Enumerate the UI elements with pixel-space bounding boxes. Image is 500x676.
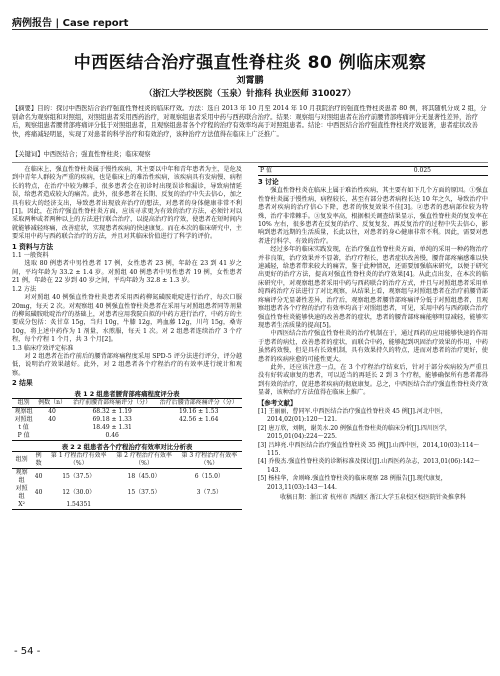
table-row bbox=[12, 416, 242, 424]
paragraph: 强直性脊柱炎在临床上属于难治性疾病，其主要有如下几个方面的原因。①强直性脊柱炎属于慢性病，病程较长，甚至有部分患者病程长达 10 年之久，导致治疗中患者对疾病的治疗信心下降，患者的恢复效果不佳[3]。②患者的患病部位较为特殊，治疗非常棘手。③复发率高，根据相关调查结果显示，强直性脊柱炎的复发率在 10% 左右，很多患者在反复的治疗、反复复发、再反复治疗的过程中失去信心，影响到患者远期的生活质量，长此以往，对患者的身心健康非常不利。因此，需要对患者进行科学、有效的治疗。 bbox=[258, 187, 488, 245]
keywords: 【关键词】中西医结合；强直性脊柱炎；临床观察 bbox=[12, 151, 488, 163]
paragraph: 此外，还应该注意一点，在 3 个疗程治疗结束后，针对于部分疾病较为严重且没有好转或康复的患者，可以适当的再延长 2 到 3 个疗程，能够确保所有患者都得到有效的治疗，促进患者疾病的彻底康复。总之，中西医结合治疗强直性脊柱炎疗效显著，该种治疗方法值得在临床上推广。 bbox=[258, 363, 488, 397]
table-header: 例数（n） bbox=[35, 398, 69, 407]
abstract: 【摘要】目的：探讨中西医结合治疗强直性脊柱炎的临床疗效。方法：选自 2013 年 10 月至 2014 年 10 月我院治疗的强直性脊柱炎患者 80 例，将其随机分成 2 组，分别命名为观察组和对照组，对照组患者采用西药治疗，对观察组患者采用中药与西药联合治疗。结果：观察组与对照组患者在治疗前腰背部疼痛评分无显著性差异，治疗后，观察组患者腰背部疼痛评分低于对照组患者，且观察组患者各个疗程的治疗有效率均高于对照组患者。结论：中西医结合治疗强直性脊柱炎疗效显著，患者症状改善快，疼痛减轻明显，实现了对患者的科学治疗和有效治疗，该种治疗方法值得在临床上广泛推广。 bbox=[12, 105, 487, 138]
table-cell: 对照组 bbox=[14, 415, 33, 423]
table-row bbox=[12, 485, 242, 501]
table-cell bbox=[31, 501, 46, 510]
table-cell: 68.32 ± 1.19 bbox=[92, 407, 132, 415]
intro-paragraph: 在临床上，强直性脊柱炎属于慢性疾病，其主要以中年和青年患者为主，是危及到中青年人群较为严重的疾病，也是临床上的难治性疾病，该疾病具有发病慢、病程长的特点，在治疗中较为棘手，很多患者会在初诊时出现误诊和漏诊，导致病情延误，给患者造成较大的痛苦。此外，很多患者在长期、反复的治疗中失去信心，加之具有较大的经济支出，导致患者出现放弃治疗的想法，对患者的身体健康非常不利[1]。因此，在治疗强直性脊柱炎方面，应该寻求更为有效的治疗方法，必须针对以采取两种或者两种以上的方法进行联合治疗，以提高治疗的疗效，使患者在短时间内就能够减轻疼痛，改善症状，实现患者疾病的快速康复。而在本次的临床研究中，主要采用中药与西药联合治疗的方法，并且对其临床价值进行了科学的评价。 bbox=[12, 166, 242, 241]
table-cell: 3（7.5） bbox=[196, 489, 223, 497]
table-cell: 18（45.0） bbox=[127, 473, 161, 481]
table-cell: 42.56 ± 1.64 bbox=[179, 415, 219, 423]
table-cell: 对照组 bbox=[15, 485, 28, 501]
table-header: 第 2 疗程治疗有效率（%） bbox=[111, 452, 176, 469]
reference-item: [4] 乔俊杰.强直性脊柱炎的诊断标准及探讨[J].山西医药杂志，2013,01(06):142～143. bbox=[258, 458, 480, 474]
table-caption: 表 1 2 组患者腰背部疼痛程度评分表 bbox=[74, 389, 180, 398]
paragraph: 对对照组 40 例强直性脊柱炎患者采用西药柳氮磺胺吡啶进行治疗，每次口服 20mg，每天 2 次。对观察组 40 例强直性脊柱炎患者在采用与对照组患者同等剂量的柳氮磺胺吡啶治疗的基础上，对患者应用我院自拟的中药方进行治疗，中药方的主要成分包括：炙甘草 15g，当归 10g，牛膝 12g，鸡血藤 12g，川芎 15g，桑寄 10g，将上述中药作为 1 剂量，水煎服，每天 1 次。对 2 组患者连续治疗 3 个疗程，每个疗程 1 个月，共 3 个月[2]。 bbox=[12, 294, 242, 344]
author-address: 收稿日期：浙江省 杭州市 西湖区 浙江大学玉泉校区校医院针灸推拿科 bbox=[280, 494, 466, 502]
table-row bbox=[12, 407, 242, 416]
reference-item: [3] 吕坤亮.中西医结合治疗强直性脊柱炎 35 例[J].山西中医，2014,10(03):114～115. bbox=[258, 441, 480, 457]
table-cell: 40 bbox=[34, 489, 43, 497]
author: 刘霄鹏 bbox=[236, 76, 264, 86]
table-header: 组别 bbox=[12, 452, 31, 469]
table-cell: t 值 bbox=[18, 423, 29, 431]
table-cell bbox=[111, 501, 176, 510]
left-column bbox=[12, 166, 242, 510]
table-cell bbox=[35, 424, 69, 432]
table-cell: 40 bbox=[48, 407, 56, 415]
reference-item: [1] 王丽丽，曹同军.中西医结合治疗强直性脊柱炎 45 例[J].河北中医，2014,02(01):120～121. bbox=[258, 407, 447, 424]
affiliation: （浙江大学校医院（玉泉）针推科 执业医师 310027） bbox=[144, 89, 356, 99]
table-row bbox=[12, 469, 242, 486]
table-cell: 12（30.0） bbox=[62, 489, 96, 497]
paragraph: 中西医结合治疗强直性脊柱炎的治疗机制在于，通过西药的应用能够快速的作用于患者的病灶，改善患者的症状，而联合中药，能够起到巩固治疗效果的作用，中药虽然药效慢，但是具有长效机制，具有效果持久的特点，进而对患者的治疗更好，使患者的疾病痊愈的可能性更大。 bbox=[258, 330, 488, 363]
subsection-heading: 1.3 临床疗效评定标准 bbox=[12, 344, 74, 352]
table-cell: 0.46 bbox=[69, 432, 156, 441]
table-1 bbox=[12, 398, 242, 441]
table-caption: 表 2 2 组患者各个疗程治疗有效率对比分析表 bbox=[61, 442, 193, 451]
section-heading: 2 结果 bbox=[12, 379, 33, 388]
section-heading: 1 资料与方法 bbox=[12, 242, 54, 251]
table-cell: 观察组 bbox=[15, 469, 28, 485]
table-cell: 19.16 ± 1.53 bbox=[179, 407, 219, 415]
p-label: P 值 bbox=[258, 167, 357, 176]
p-value: 0.025 bbox=[357, 167, 488, 176]
right-column bbox=[258, 166, 488, 502]
table-cell: 40 bbox=[48, 415, 56, 423]
page-number: - 54 - bbox=[14, 646, 41, 657]
section-label: 病例报告 | Case report bbox=[12, 18, 129, 29]
table-row bbox=[12, 424, 242, 432]
table-cell: 15（37.5） bbox=[62, 473, 96, 481]
paragraph: 经过多年的临床实践发现，在治疗强直性脊柱炎方面，单纯的采用一种药物治疗并非良策，治疗效果并不显著，治疗疗程长，患者症状改善慢，腰背部疼痛感难以快速减轻，给患者带来较大的痛苦，鉴于此种情况，还需要加强临床研究，以便于研究出更好的治疗方法，提高对强直性脊柱炎的治疗效果[4]。从此点出发，在本次的临床研究中，对观察组患者采用中药与西药联合的治疗方式，并且与对照组患者采用单纯西药治疗方法进行了对比观察，从结果上看，观察组与对照组患者在治疗前腰背部疼痛评分无显著性差异，治疗后，观察组患者腰背部疼痛评分低于对照组患者，且观察组患者各个疗程的治疗有效率均高于对照组患者，可见，采用中药与西药联合治疗强直性脊柱炎能够快速的改善患者的症状，患者的腰背部疼痛能够明显减轻，能够实现患者生活质量的提高[5]。 bbox=[258, 246, 488, 329]
table-cell bbox=[155, 432, 242, 441]
references-list bbox=[258, 408, 488, 492]
table-cell: 15（37.5） bbox=[127, 489, 161, 497]
reference-item: [5] 杨桂华，舍则峰.强直性脊柱炎的临床观察 28 例报告[J].现代康复，2013,11(03):143～144. bbox=[258, 475, 447, 491]
references-heading: 【参考文献】 bbox=[258, 398, 297, 407]
table-row bbox=[12, 501, 242, 510]
subsection-heading: 1.2 方法 bbox=[12, 285, 37, 293]
paragraph: 选取 80 例患者中男性患者 17 例，女性患者 23 例，年龄在 23 到 41 岁之间，平均年龄为 33.2 ± 1.4 岁。对照组 40 例患者中男性患者 19 例，女性患者 21 例，年龄在 22 岁到 40 岁之间，平均年龄为 32.8 ± 1.3 岁。 bbox=[12, 260, 242, 285]
table-cell: P 值 bbox=[12, 432, 35, 441]
table-cell: 1.54351 bbox=[46, 501, 111, 510]
table-cell bbox=[177, 501, 242, 510]
table-cell bbox=[155, 424, 242, 432]
table-cell: X² bbox=[12, 501, 31, 510]
table-cell: 18.49 ± 1.31 bbox=[92, 423, 132, 431]
section-heading: 3 讨论 bbox=[258, 178, 279, 186]
table-header: 例数 bbox=[31, 452, 46, 469]
table-header: 第 3 疗程治疗有效率（%） bbox=[177, 452, 242, 469]
table-2 bbox=[12, 451, 242, 510]
table-header: 治疗后腰背部疼痛评分（分） bbox=[155, 398, 242, 407]
table-header: 第 1 疗程治疗有效率（%） bbox=[46, 452, 111, 469]
table-header: 组别 bbox=[12, 398, 35, 407]
table-cell: 观察组 bbox=[14, 407, 33, 415]
table-cell: 6（15.0） bbox=[194, 473, 224, 481]
journal-header bbox=[12, 10, 488, 30]
subsection-heading: 1.1 一般资料 bbox=[12, 252, 49, 260]
table-header: 治疗前腰背部疼痛评分（分） bbox=[69, 398, 156, 407]
paragraph: 对 2 组患者在治疗前后的腰背部疼痛程度采用 SPD-5 评分法进行评分，评分越低，说明治疗效果越好。此外，对 2 组患者各个疗程治疗的有效率进行统计和观察。 bbox=[12, 352, 242, 377]
table-row bbox=[12, 432, 242, 441]
table-cell bbox=[35, 432, 69, 441]
table-cell: 40 bbox=[34, 473, 43, 481]
table-cell: 69.18 ± 1.33 bbox=[92, 415, 132, 423]
p-value-row bbox=[258, 166, 488, 176]
reference-item: [2] 唐万欣，刘帆，谢美水.20 例强直性脊柱炎的临床分析[J].四川医学，2015,01(04):224～225. bbox=[258, 424, 451, 441]
article-title: 中西医结合治疗强直性脊柱炎 80 例临床观察 bbox=[73, 53, 427, 73]
